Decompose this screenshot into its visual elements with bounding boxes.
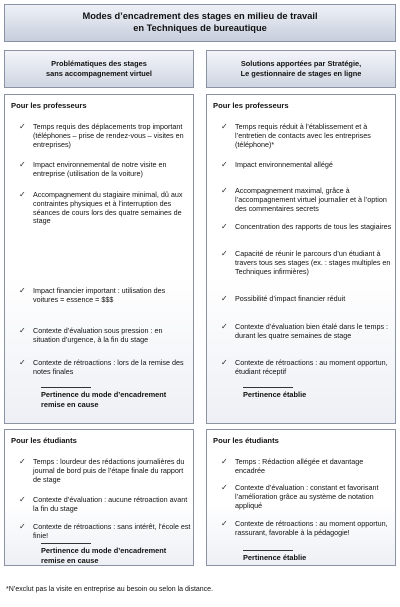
verdict-rule (41, 387, 91, 388)
header-problems-line-2: sans accompagnement virtuel (46, 69, 152, 78)
title-line-2: en Techniques de bureautique (133, 23, 267, 33)
section-title: Pour les étudiants (11, 436, 77, 445)
document-page (4, 4, 396, 566)
check-icon: ✓ (221, 249, 228, 258)
verdict (243, 387, 391, 400)
verdict-rule (243, 387, 293, 388)
document-title (4, 4, 396, 42)
list-item: ✓ Impact financier important : utilisation des voitures = essence = $$$ (19, 286, 166, 304)
list-item: ✓ Impact environnemental allégé (221, 160, 333, 169)
check-icon: ✓ (221, 358, 228, 367)
list-item: ✓ Accompagnement du stagiaire minimal, dû aux contraintes physiques et à l’interruption des séances de cours lors des quatre semaines de stage (19, 190, 183, 226)
list-item: ✓ Temps requis des déplacements trop important (téléphones – prise de rendez-vous – visites en entreprises) (19, 122, 184, 149)
list-item: ✓ Possibilité d’impact financier réduit (221, 294, 346, 303)
list-item: ✓ Impact environnemental de notre visite en entreprise (utilisation de la voiture) (19, 160, 167, 178)
footnote: *N’exclut pas la visite en entreprise au besoin ou selon la distance. (6, 586, 214, 593)
verdict-line-2: remise en cause (41, 399, 99, 409)
list-item: ✓ Contexte de rétroactions : au moment opportun, rassurant, favorable à la pédagogie! (221, 519, 388, 537)
verdict-line-1: Pertinence établie (243, 390, 307, 399)
list-item: ✓ Contexte de rétroactions : lors de la remise des notes finales (19, 358, 184, 376)
verdict-rule (243, 550, 293, 551)
list-item: ✓ Contexte d’évaluation sous pression : en situation d’urgence, à la fin du stage (19, 326, 163, 344)
header-solutions-line-2: Le gestionnaire de stages en ligne (240, 69, 362, 78)
students-row (4, 429, 396, 566)
verdict-line-2: remise en cause (41, 555, 99, 565)
section-title: Pour les étudiants (213, 436, 279, 445)
check-icon: ✓ (19, 190, 26, 199)
header-problems-line-1: Problématiques des stages (51, 59, 147, 69)
check-icon: ✓ (221, 519, 228, 528)
check-icon: ✓ (221, 122, 228, 131)
check-icon: ✓ (19, 286, 26, 295)
check-icon: ✓ (19, 160, 26, 169)
verdict-line-1: Pertinence du mode d’encadrement (41, 390, 167, 399)
verdict (243, 550, 391, 563)
list-item: ✓ Concentration des rapports de tous les stagiaires (221, 222, 392, 231)
check-icon: ✓ (19, 522, 26, 531)
header-problems (4, 50, 194, 88)
check-icon: ✓ (221, 222, 228, 231)
check-icon: ✓ (221, 186, 228, 195)
list-item: ✓ Contexte d’évaluation bien étalé dans le temps : durant les quatre semaines de stage (221, 322, 389, 340)
column-headers (4, 50, 396, 88)
title-line-1: Modes d’encadrement des stages en milieu de travail (82, 11, 318, 22)
check-icon: ✓ (19, 122, 26, 131)
check-icon: ✓ (221, 483, 228, 492)
check-icon: ✓ (221, 294, 228, 303)
header-solutions-line-1: Solutions apportées par Stratégie, (240, 59, 362, 69)
list-item: ✓ Contexte de rétroactions : au moment opportun, étudiant réceptif (221, 358, 388, 376)
header-solutions (206, 50, 396, 88)
verdict-line-1: Pertinence établie (243, 553, 307, 562)
check-icon: ✓ (19, 326, 26, 335)
list-item: ✓ Temps requis réduit à l’établissement et à l’entretien de contacts avec les entreprises (téléphone)* (221, 122, 371, 149)
students-solutions-panel (206, 429, 396, 566)
check-icon: ✓ (19, 457, 26, 466)
verdict (41, 543, 189, 565)
check-icon: ✓ (221, 322, 228, 331)
professors-row (4, 94, 396, 424)
check-icon: ✓ (221, 457, 228, 466)
list-item: ✓ Temps : Rédaction allégée et davantage encadrée (221, 457, 364, 475)
verdict-line-1: Pertinence du mode d’encadrement (41, 546, 167, 555)
professors-solutions-panel (206, 94, 396, 424)
list-item: ✓ Accompagnement maximal, grâce à l’accompagnement virtuel journalier et à l’option des commentaires secrets (221, 186, 387, 213)
check-icon: ✓ (221, 160, 228, 169)
section-title: Pour les professeurs (11, 101, 87, 110)
verdict-rule (41, 543, 91, 544)
list-item: ✓ Capacité de réunir le parcours d’un étudiant à travers tous ses stages (ex. : stages multiples en Techniques infirmières) (221, 249, 391, 276)
list-item: ✓ Contexte d’évaluation : aucune rétroaction avant la fin du stage (19, 495, 188, 513)
check-icon: ✓ (19, 495, 26, 504)
list-item: ✓ Contexte d’évaluation : constant et favorisant l’amélioration grâce au système de notation appliqué (221, 483, 379, 510)
list-item: ✓ Contexte de rétroactions : sans intérêt, l’école est finie! (19, 522, 191, 540)
professors-problems-panel (4, 94, 194, 424)
list-item: ✓ Temps : lourdeur des rédactions journalières du journal de bord puis de l’étape finale du rapport de stage (19, 457, 185, 484)
verdict (41, 387, 189, 409)
section-title: Pour les professeurs (213, 101, 289, 110)
students-problems-panel (4, 429, 194, 566)
check-icon: ✓ (19, 358, 26, 367)
